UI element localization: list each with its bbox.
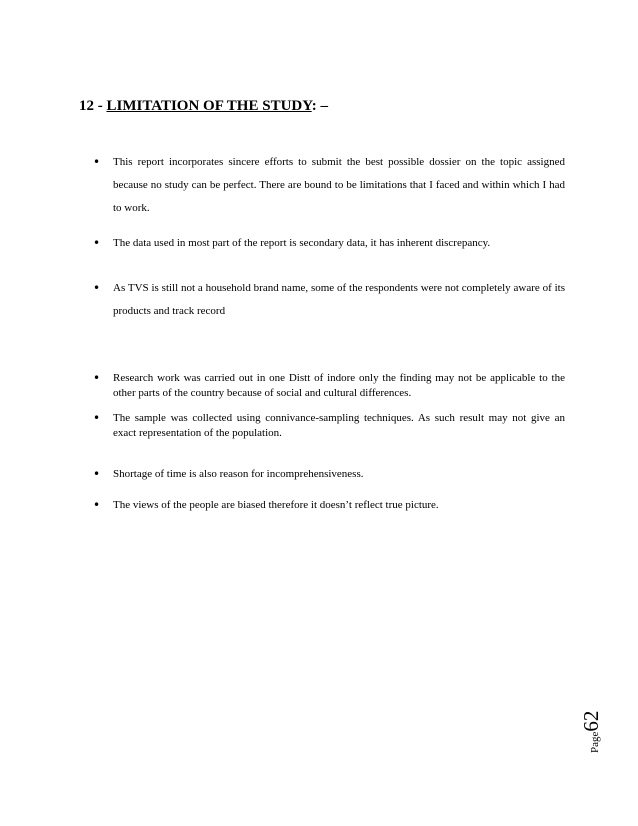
bullet-icon: •: [93, 498, 101, 512]
bullet-icon: •: [93, 281, 101, 295]
list-item-text: The views of the people are biased therefore it doesn’t reflect true picture.: [113, 499, 439, 511]
section-number: 12 -: [79, 98, 107, 114]
list-item: [93, 232, 565, 255]
bullet-icon: •: [93, 467, 101, 481]
list-item-text: The data used in most part of the report is secondary data, it has inherent discrepancy.: [113, 237, 491, 249]
list-item: [93, 151, 565, 220]
list-item-text: Shortage of time is also reason for incomprehensiveness.: [113, 468, 364, 480]
bullet-icon: •: [93, 411, 101, 425]
section-heading: [79, 97, 328, 115]
list-item-text: This report incorporates sincere efforts to submit the best possible dossier on the topic assigned because no study can be perfect. There are bound to be limitations that I faced and within which I had to work.: [113, 156, 565, 214]
bullet-icon: •: [93, 155, 101, 169]
section-title-suffix: : –: [311, 98, 328, 114]
list-item-text: The sample was collected using connivance-sampling techniques. As such result may not give an exact representation of the population.: [113, 412, 565, 439]
list-item: [93, 277, 565, 323]
list-item: [93, 467, 565, 482]
list-item: [93, 411, 565, 441]
page-number: [581, 711, 602, 753]
list-item: [93, 498, 565, 513]
list-item-text: As TVS is still not a household brand name, some of the respondents were not completely aware of its products and track record: [113, 282, 565, 317]
section-title: LIMITATION OF THE STUDY: [106, 98, 312, 114]
bullet-icon: •: [93, 371, 101, 385]
page-number-value: 62: [579, 710, 603, 732]
bullet-icon: •: [93, 236, 101, 250]
list-item: [93, 371, 565, 401]
list-item-text: Research work was carried out in one Distt of indore only the finding may not be applicable to the other parts of the country because of social and cultural differences.: [113, 372, 565, 399]
page-label: Page: [589, 731, 601, 753]
